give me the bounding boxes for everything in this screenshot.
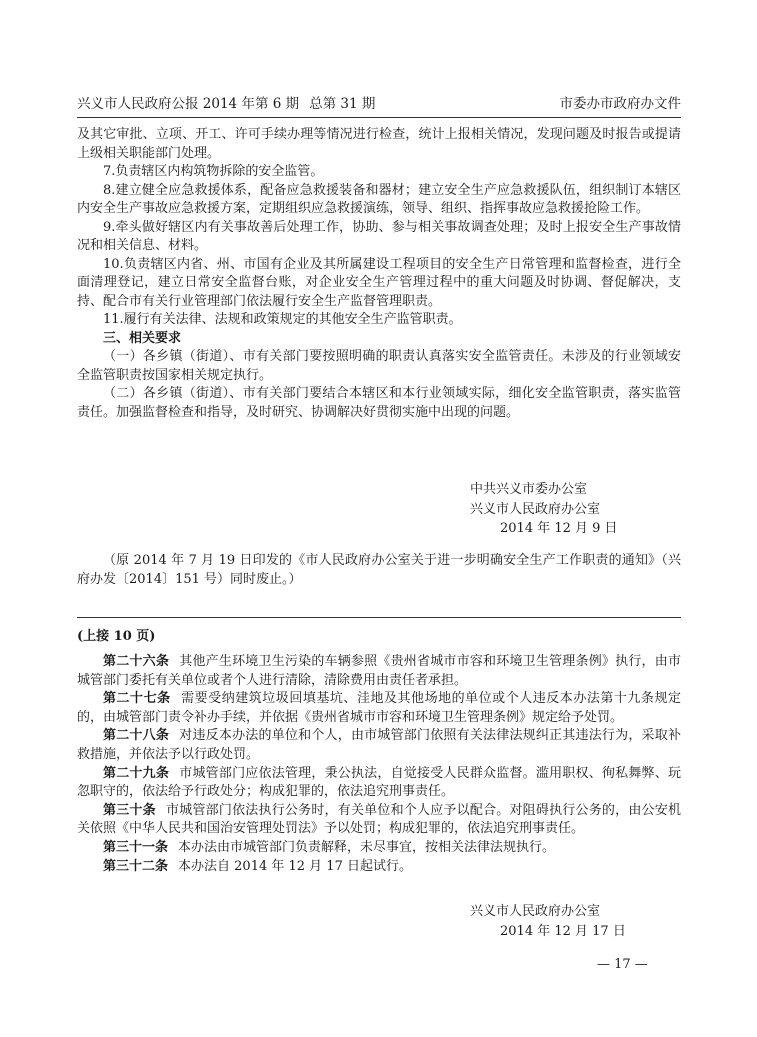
paragraph-duty-9: 9.牵头做好辖区内有关事故善后处理工作，协助、参与相关事故调查处理；及时上报安全生产事故情况和相关信息、材料。 [77, 219, 681, 253]
paragraph-duty-8: 8.建立健全应急救援体系，配备应急救援装备和器材；建立安全生产应急救援队伍，组织制订本辖区内安全生产事故应急救援方案，定期组织应急救援演练，领导、组织、指挥事故应急救援抢险工作。 [77, 182, 681, 216]
repeal-note-text: （原 2014 年 7 月 19 日印发的《市人民政府办公室关于进一步明确安全生产工作职责的通知》（兴府办发〔2014〕151 号）同时废止。） [77, 553, 681, 587]
article-text: 市城管部门依法执行公务时，有关单位和个人应予以配合。对阻碍执行公务的，由公安机关依照《中华人民共和国治安管理处罚法》予以处罚；构成犯罪的，依法追究刑事责任。 [77, 802, 681, 837]
article-title: 第二十九条 [103, 765, 170, 781]
continued-from-label: (上接 10 页) [77, 629, 156, 644]
duties-section [77, 126, 681, 422]
article-28 [77, 727, 681, 764]
paragraph-duty-7: 7.负责辖区内构筑物拆除的安全监管。 [103, 164, 324, 179]
article-29 [77, 765, 681, 802]
article-text: 本办法由市城管部门负责解释，未尽事宜，按相关法律法规执行。 [178, 839, 556, 855]
article-title: 第二十八条 [103, 728, 170, 744]
article-text: 其他产生环境卫生污染的车辆参照《贵州省城市市容和环境卫生管理条例》执行，由市城管部门委托有关单位或者个人进行清除，清除费用由责任者承担。 [77, 654, 681, 688]
article-31 [77, 839, 681, 858]
article-26 [77, 653, 681, 690]
page-number: — 17 — [597, 957, 648, 972]
page-header [77, 95, 681, 118]
article-title: 第二十六条 [103, 654, 170, 669]
paragraph-duty-6-continued: 及其它审批、立项、开工、许可手续办理等情况进行检查，统计上报相关情况，发现问题及时报告或提请上级相关职能部门处理。 [77, 127, 681, 161]
header-left [77, 95, 375, 113]
article-32 [77, 858, 681, 877]
paragraph-requirement-2: （二）各乡镇（街道）、市有关部门要结合本辖区和本行业领域实际，细化安全监管职责，落实监管责任。加强监督检查和指导，及时研究、协调解决好贯彻实施中出现的问题。 [77, 386, 681, 420]
signature-block-2 [470, 902, 626, 941]
articles-section [77, 653, 681, 876]
article-title: 第三十一条 [103, 839, 169, 855]
paragraph-duty-10: 10.负责辖区内省、州、市国有企业及其所属建设工程项目的安全生产日常管理和监督检查，进行全面清理登记，建立日常安全监督台账，对企业安全生产管理过程中的重大问题及时协调、督促解决，支持、配合市有关行业管理部门依法履行安全生产监督管理职责。 [77, 256, 681, 309]
signature-org-2: 兴义市人民政府办公室 [470, 501, 601, 517]
signature-org: 兴义市人民政府办公室 [470, 904, 601, 919]
header-right-title: 市委办市政府办文件 [559, 96, 681, 112]
article-title: 第三十条 [103, 802, 156, 818]
signature-org-1: 中共兴义市委办公室 [470, 482, 588, 497]
article-title: 第三十二条 [103, 858, 169, 874]
article-text: 对违反本办法的单位和个人，由市城管部门依照有关法律法规纠正其违法行为，采取补救措施，并依法予以行政处罚。 [77, 728, 681, 762]
article-text: 需要受纳建筑垃圾回填基坑、洼地及其他场地的单位或个人违反本办法第十九条规定的，由城管部门责令补办手续，并依据《贵州省城市市容和环境卫生管理条例》规定给予处罚。 [77, 691, 681, 725]
paragraph-duty-11: 11.履行有关法律、法规和政策规定的其他安全生产监管职责。 [103, 312, 462, 327]
article-text: 市城管部门应依法管理，秉公执法，自觉接受人民群众监督。滥用职权、徇私舞弊、玩忽职守的，依法给予行政处分；构成犯罪的，依法追究刑事责任。 [77, 765, 681, 800]
article-30 [77, 802, 681, 839]
signature-block-1 [470, 480, 618, 539]
signature-date-1: 2014 年 12 月 9 日 [500, 521, 618, 536]
issue-number: 总第 31 期 [309, 96, 376, 112]
signature-date-2: 2014 年 12 月 17 日 [500, 923, 626, 939]
paragraph-requirement-1: （一）各乡镇（街道）、市有关部门要按照明确的职责认真落实安全监管责任。未涉及的行业领域安全监管职责按国家相关规定执行。 [77, 349, 681, 383]
section-divider [77, 617, 681, 618]
section-heading-requirements: 三、相关要求 [103, 330, 182, 346]
article-title: 第二十七条 [103, 691, 171, 707]
repeal-note [77, 552, 681, 589]
article-27 [77, 690, 681, 727]
bulletin-title: 兴义市人民政府公报 2014 年第 6 期 [77, 96, 300, 112]
article-text: 本办法自 2014 年 12 月 17 日起试行。 [178, 858, 412, 874]
